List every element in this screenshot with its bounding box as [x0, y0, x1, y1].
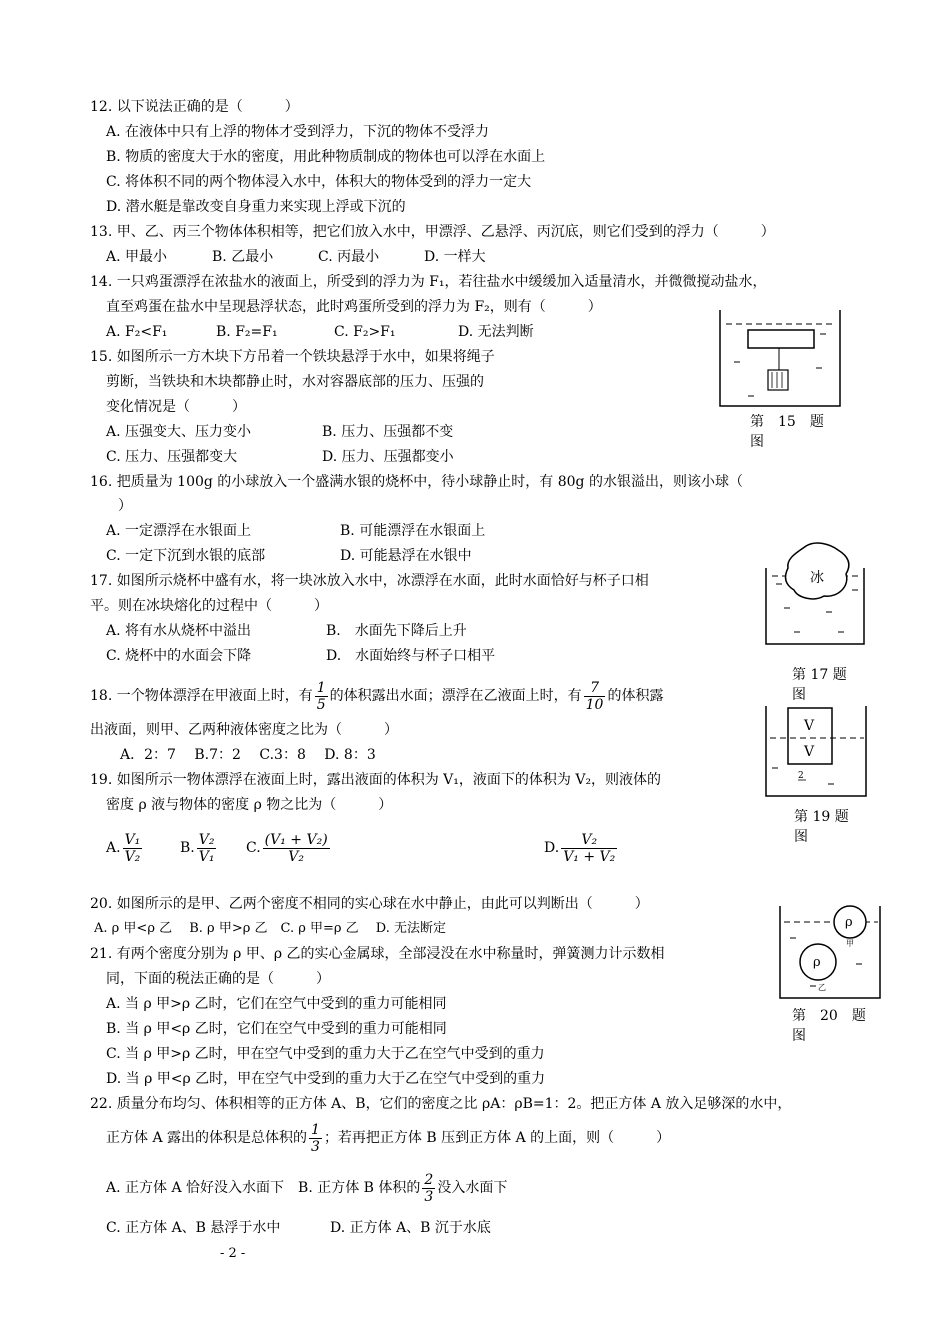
- q19-option-c: C. $\frac{\text{(V₁ + V₂)}}{\text{V₂}}$: [246, 831, 328, 865]
- q16-option-c: C. 一定下沉到水银的底部: [106, 548, 266, 564]
- q18-stem-mid: 的体积露出水面；漂浮在乙液面上时，有: [329, 688, 582, 704]
- q19-caption-line2: 图: [794, 829, 808, 845]
- q15-caption-line2: 图: [750, 434, 764, 450]
- q17-option-a: A. 将有水从烧杯中溢出: [106, 623, 252, 639]
- q15-stem-line1: 15. 如图所示一方木块下方吊着一个铁块悬浮于水中，如果将绳子: [90, 349, 495, 365]
- q15-option-d: D. 压力、压强都变小: [322, 449, 454, 465]
- q22-options-row1: [106, 1168, 507, 1208]
- q17-stem-line2: 平。则在冰块熔化的过程中（ ）: [90, 598, 328, 614]
- page-number: - 2 -: [220, 1246, 246, 1261]
- q17-figure: [760, 538, 870, 650]
- q21-option-a: A. 当 ρ 甲>ρ 乙时，它们在空气中受到的重力可能相同: [106, 996, 447, 1012]
- q22-fraction-two-thirds: $\frac{2}{3}$: [424, 1171, 434, 1205]
- q16-option-d: D. 可能悬浮在水银中: [340, 548, 472, 564]
- q18-stem-line1: [90, 676, 663, 716]
- q19-option-a: A. $\frac{\text{V₁}}{\text{V₂}}$: [106, 831, 141, 865]
- ice-label: 冰: [810, 570, 824, 586]
- volume-label-mid: V: [804, 744, 815, 760]
- q13-option-d: D. 一样大: [424, 249, 486, 265]
- q17-option-d: D. 水面始终与杯子口相平: [326, 648, 496, 664]
- q20-figure: [776, 898, 886, 1002]
- q17-option-c: C. 烧杯中的水面会下降: [106, 648, 252, 664]
- q16-stem-line2: ）: [118, 498, 132, 514]
- q18-fraction-seven-tenths: $\frac{7}{10}$: [585, 679, 604, 713]
- rho-jia-sub: 甲: [846, 939, 854, 948]
- q19-stem-line1: 19. 如图所示一物体漂浮在液面上时，露出液面的体积为 V₁，液面下的体积为 V₂，则液体的: [90, 772, 662, 788]
- q14-stem-line1: 14. 一只鸡蛋漂浮在浓盐水的液面上，所受到的浮力为 F₁，若往盐水中缓缓加入适量清水，并微微搅动盐水，: [90, 274, 767, 290]
- q21-stem-line2: 同，下面的税法正确的是（ ）: [106, 971, 330, 987]
- q12-option-c: C. 将体积不同的两个物体浸入水中，体积大的物体受到的浮力一定大: [106, 174, 532, 190]
- q21-option-b: B. 当 ρ 甲<ρ 乙时，它们在空气中受到的重力可能相同: [106, 1021, 447, 1037]
- q15-option-a: A. 压强变大、压力变小: [106, 424, 252, 440]
- q13-option-b: B. 乙最小: [212, 249, 274, 265]
- q15-figure: [716, 306, 846, 410]
- volume-label-top: V: [804, 718, 815, 734]
- q12-option-d: D. 潜水艇是靠改变自身重力来实现上浮或下沉的: [106, 199, 406, 215]
- q18-stem-post: 的体积露: [607, 688, 664, 704]
- q22-stem-line1: 22. 质量分布均匀、体积相等的正方体 A、B，它们的密度之比 ρA：ρB=1：2。把正方体 A 放入足够深的水中，: [90, 1096, 792, 1112]
- q19-figure: [762, 704, 872, 800]
- q22-option-a: A. 正方体 A 恰好没入水面下: [106, 1180, 285, 1196]
- q12-stem: 12. 以下说法正确的是（ ）: [90, 99, 299, 115]
- q17-option-b: B. 水面先下降后上升: [326, 623, 467, 639]
- q21-option-c: C. 当 ρ 甲>ρ 乙时，甲在空气中受到的重力大于乙在空气中受到的重力: [106, 1046, 545, 1062]
- q19-option-b: B. $\frac{\text{V₂}}{\text{V₁}}$: [180, 831, 215, 865]
- q22-option-d: D. 正方体 A、B 沉于水底: [330, 1220, 491, 1236]
- q13-option-a: A. 甲最小: [106, 249, 168, 265]
- q16-option-b: B. 可能漂浮在水银面上: [340, 523, 486, 539]
- q20-stem: 20. 如图所示的是甲、乙两个密度不相同的实心球在水中静止，由此可以判断出（ ）: [90, 896, 649, 912]
- q16-stem-line1: 16. 把质量为 100g 的小球放入一个盛满水银的烧杯中，待小球静止时，有 80g 的水银溢出，则该小球（: [90, 474, 743, 490]
- rho-yi-sub: 乙: [818, 983, 826, 992]
- q15-caption-line1: 第 15 题: [750, 414, 824, 430]
- q22-fraction-one-third: $\frac{1}{3}$: [311, 1121, 320, 1155]
- q19-option-d: D. $\frac{\text{V₂}}{\text{V₁ + V₂}}$: [544, 831, 616, 865]
- q22-option-c: C. 正方体 A、B 悬浮于水中: [106, 1220, 281, 1236]
- q20-caption-line2: 图: [792, 1028, 806, 1044]
- volume-subscript: 2: [798, 771, 804, 781]
- wood-block: [748, 330, 814, 348]
- rho-yi: ρ: [813, 955, 821, 970]
- q15-stem-line2: 剪断，当铁块和木块都静止时，水对容器底部的压力、压强的: [106, 374, 484, 390]
- q12-option-a: A. 在液体中只有上浮的物体才受到浮力，下沉的物体不受浮力: [106, 124, 490, 140]
- q20-options: A. ρ 甲<ρ 乙 B. ρ 甲>ρ 乙 C. ρ 甲=ρ 乙 D. 无法断定: [94, 921, 447, 936]
- q22-stem-line2: 正方体 A 露出的体积是总体积的 $\frac{1}{3}$ ；若再把正方体 B 压到正方体 A 的上面，则（ ）: [106, 1121, 671, 1155]
- q18-options: A．2：7 B.7：2 C.3：8 D. 8：3: [120, 747, 376, 763]
- q16-option-a: A. 一定漂浮在水银面上: [106, 523, 252, 539]
- q15-option-b: B. 压力、压强都不变: [322, 424, 454, 440]
- q14-option-b: B. F₂=F₁: [216, 324, 278, 340]
- q14-stem-line2: 直至鸡蛋在盐水中呈现悬浮状态，此时鸡蛋所受到的浮力为 F₂，则有（ ）: [106, 299, 602, 315]
- q19-stem-line2: 密度 ρ 液与物体的密度 ρ 物之比为（ ）: [106, 797, 393, 813]
- q18-stem-line2: 出液面，则甲、乙两种液体密度之比为（ ）: [90, 722, 398, 738]
- rho-jia: ρ: [845, 915, 853, 930]
- q20-caption-line1: 第 20 题: [792, 1008, 866, 1024]
- q21-option-d: D. 当 ρ 甲<ρ 乙时，甲在空气中受到的重力大于乙在空气中受到的重力: [106, 1071, 546, 1087]
- q15-stem-line3: 变化情况是（ ）: [106, 399, 246, 415]
- q13-stem: 13. 甲、乙、丙三个物体体积相等，把它们放入水中，甲漂浮、乙悬浮、丙沉底，则它们受到的浮力（ ）: [90, 224, 775, 240]
- q17-caption-line2: 图: [792, 687, 806, 703]
- q18-fraction-one-fifth: $\frac{1}{5}$: [316, 679, 326, 713]
- q14-option-c: C. F₂>F₁: [334, 324, 396, 340]
- q17-caption-line1: 第 17 题: [792, 667, 847, 683]
- q21-stem-line1: 21. 有两个密度分别为 ρ 甲、ρ 乙的实心金属球，全部浸没在水中称量时，弹簧测力计示数相: [90, 946, 665, 962]
- q17-stem-line1: 17. 如图所示烧杯中盛有水，将一块冰放入水中，冰漂浮在水面，此时水面恰好与杯子口相: [90, 573, 649, 589]
- q14-option-d: D. 无法判断: [458, 324, 534, 340]
- q18-stem-pre: 18. 一个物体漂浮在甲液面上时，有: [90, 688, 313, 704]
- q14-option-a: A. F₂<F₁: [106, 324, 168, 340]
- iron-block: [768, 370, 788, 390]
- q15-option-c: C. 压力、压强都变大: [106, 449, 238, 465]
- q13-option-c: C. 丙最小: [318, 249, 380, 265]
- q12-option-b: B. 物质的密度大于水的密度，用此种物质制成的物体也可以浮在水面上: [106, 149, 546, 165]
- q19-caption-line1: 第 19 题: [794, 809, 849, 825]
- q22-option-b: B. 正方体 B 体积的 $\frac{2}{3}$ 没入水面下: [298, 1171, 508, 1205]
